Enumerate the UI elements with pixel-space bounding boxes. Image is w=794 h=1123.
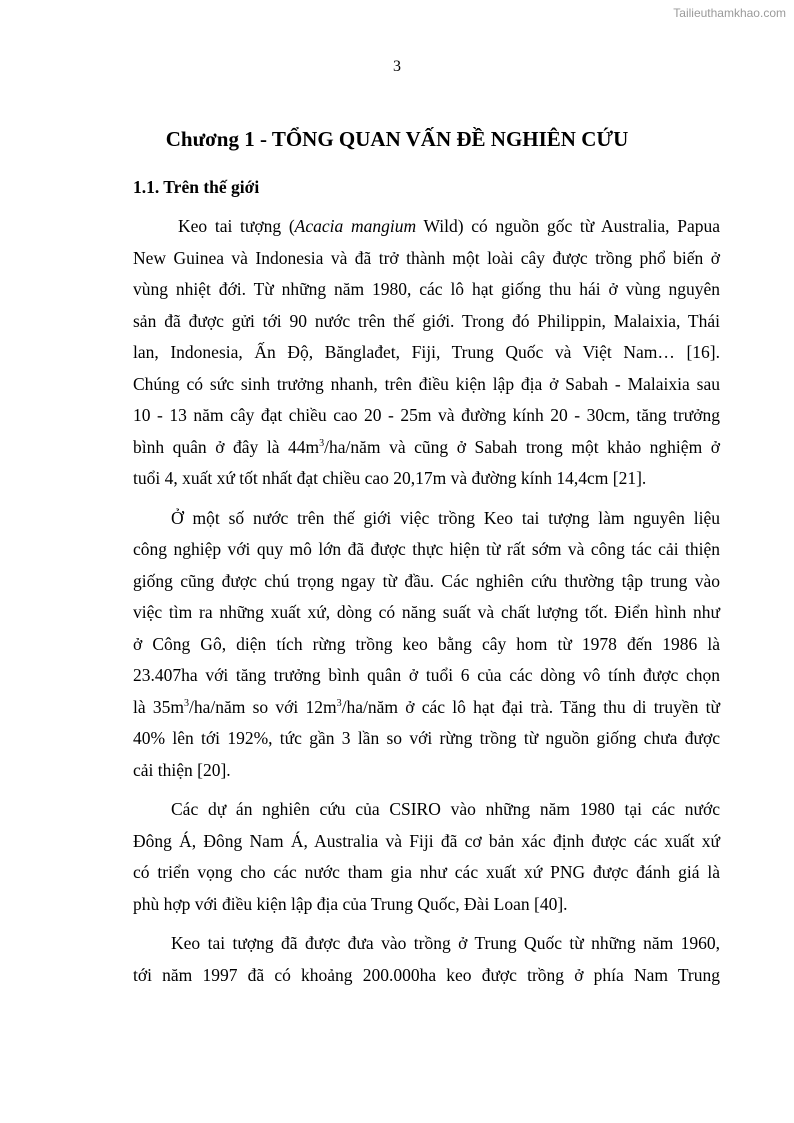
chapter-title: Chương 1 - TỔNG QUAN VẤN ĐỀ NGHIÊN CỨU	[165, 127, 629, 151]
document-body	[133, 211, 720, 991]
text-line: 10 - 13 năm cây đạt chiều cao 20 - 25m và đường kính 20 - 30cm, tăng trưởng	[133, 405, 720, 425]
paragraph-2	[133, 503, 720, 787]
text-line: Keo tai tượng đã được đưa vào trồng ở Trung Quốc từ những năm 1960,	[171, 933, 720, 953]
text-line: cải thiện [20].	[133, 759, 231, 780]
page-number: 3	[393, 58, 401, 75]
text-line: New Guinea và Indonesia và đã trở thành một loài cây được trồng phổ biến ở	[133, 247, 720, 268]
text-line: phù hợp với điều kiện lập địa của Trung Quốc, Đài Loan [40].	[133, 893, 568, 914]
paragraph-1	[133, 211, 720, 495]
text-line: Chúng có sức sinh trưởng nhanh, trên điều kiện lập địa ở Sabah - Malaixia sau	[133, 373, 720, 394]
watermark: Tailieuthamkhao.com	[673, 6, 786, 20]
text-line: vùng nhiệt đới. Từ những năm 1980, các lô hạt giống thu hái ở vùng nguyên	[133, 279, 720, 299]
text-line: Keo tai tượng (Acacia mangium Wild) có nguồn gốc từ Australia, Papua	[178, 216, 720, 236]
text-line: lan, Indonesia, Ấn Độ, Bănglađet, Fiji, Trung Quốc và Việt Nam… [16].	[133, 342, 720, 362]
paragraph-3	[133, 794, 720, 920]
paragraph-4	[133, 928, 720, 991]
text-line: 23.407ha với tăng trưởng bình quân ở tuổi 6 của các dòng vô tính được chọn	[133, 665, 720, 685]
text-line: Đông Á, Đông Nam Á, Australia và Fiji đã cơ bản xác định được các xuất xứ	[133, 830, 720, 851]
text-line: công nghiệp với quy mô lớn đã được thực hiện từ rất sớm và công tác cải thiện	[133, 539, 720, 559]
text-line: giống cũng được chú trọng ngay từ đầu. Các nghiên cứu thường tập trung vào	[133, 570, 720, 591]
text-line: Các dự án nghiên cứu của CSIRO vào những năm 1980 tại các nước	[171, 799, 720, 819]
text-line: tuổi 4, xuất xứ tốt nhất đạt chiều cao 20,17m và đường kính 14,4cm [21].	[133, 468, 647, 488]
text-line: 40% lên tới 192%, tức gần 3 lần so với rừng trồng từ nguồn giống chưa được	[133, 728, 720, 748]
text-line: sản đã được gửi tới 90 nước trên thế giới. Trong đó Philippin, Malaixia, Thái	[133, 310, 720, 331]
text-line: việc tìm ra những xuất xứ, dòng có năng suất và chất lượng tốt. Điển hình như	[133, 602, 720, 622]
species-name: Acacia mangium	[294, 216, 417, 236]
section-heading: 1.1. Trên thế giới	[133, 177, 260, 197]
text-line: ở Công Gô, diện tích rừng trồng keo bằng cây hom từ 1978 đến 1986 là	[133, 633, 720, 654]
text-line: là $35m^3/ha$/năm so với $12m^3/ha$/năm ở các lô hạt đại trà. Tăng thu di truyền từ	[133, 696, 720, 717]
text-line: Ở một số nước trên thế giới việc trồng Keo tai tượng làm nguyên liệu	[171, 507, 720, 528]
text-line: tới năm 1997 đã có khoảng 200.000ha keo được trồng ở phía Nam Trung	[133, 964, 720, 985]
text-line: bình quân ở đây là $44m^3/ha$/năm và cũng ở Sabah trong một khảo nghiệm ở	[133, 436, 720, 457]
text-line: có triển vọng cho các nước tham gia như các xuất xứ PNG được đánh giá là	[133, 862, 720, 882]
